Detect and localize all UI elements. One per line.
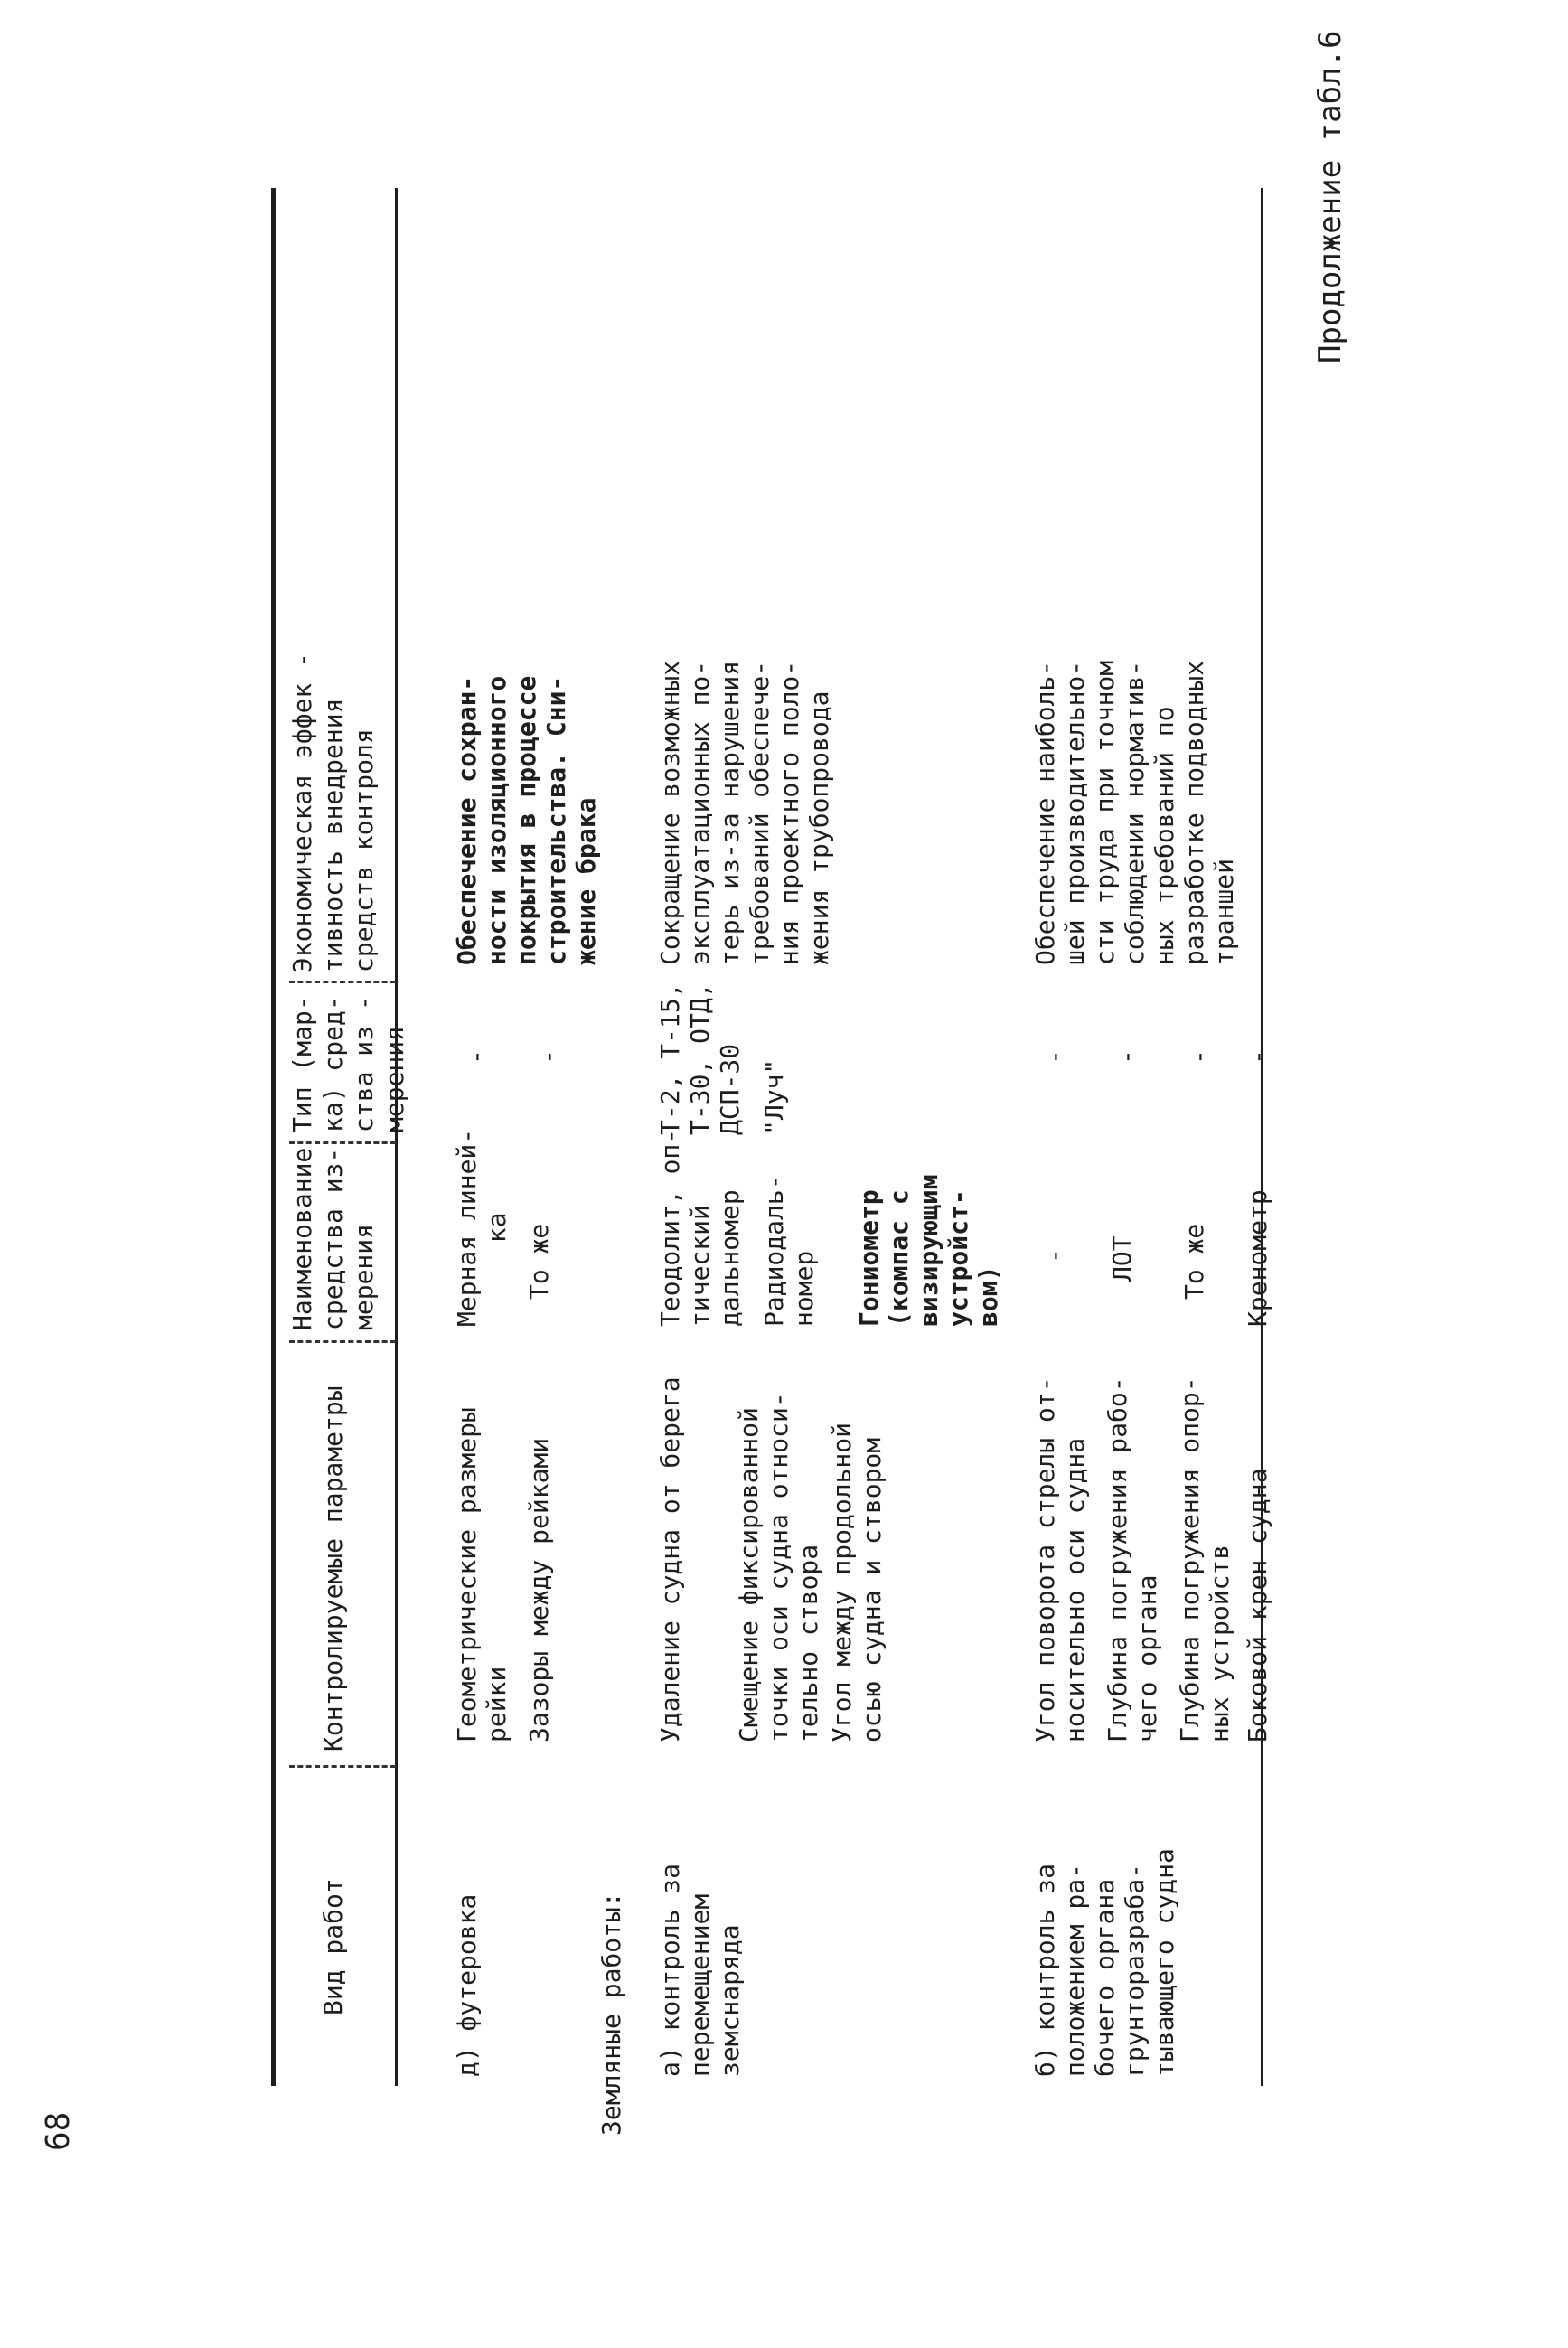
table-header-rule: [395, 188, 398, 2086]
type-cell: -: [461, 1049, 491, 1065]
instrument-cell: То же: [1179, 1223, 1209, 1300]
param-cell: Смещение фиксированной точки оси судна относи- тельно створа: [734, 1392, 823, 1742]
type-cell: -: [1243, 1049, 1272, 1065]
table-top-rule: [271, 188, 276, 2086]
table-caption: Продолжение табл.6: [1312, 30, 1348, 363]
instrument-cell: То же: [524, 1223, 554, 1300]
work-type: д) футеровка: [452, 1893, 482, 2077]
instrument-cell: Гониометр (компас с визирующим устройст- вом): [854, 1174, 1003, 1327]
param-cell: Угол поворота стрелы от- носительно оси судна: [1030, 1376, 1090, 1742]
effect-cell: Обеспечение наиболь- шей производительно- сти труда при точном соблюдении норматив- ных требований по разработке подводных траншей: [1030, 660, 1239, 965]
instrument-cell: ЛОТ: [1107, 1235, 1137, 1282]
column-header-type: Тип (мар- ка) сред- ства из - мерения: [287, 995, 409, 1132]
column-divider: [289, 981, 396, 983]
section-heading: Земляные работы:: [596, 1892, 626, 2136]
column-header-work: Вид работ: [318, 1878, 348, 2015]
type-cell: -: [533, 1049, 563, 1065]
column-divider: [289, 1765, 396, 1768]
effect-cell: Обеспечение сохран- ности изоляционного покрытия в процессе строительства. Сни- жение брака: [452, 675, 601, 965]
type-cell: -: [1039, 1049, 1069, 1065]
instrument-cell: Теодолит, оп- тический дальномер: [655, 1128, 745, 1327]
column-header-instrument: Наименование средства из- мерения: [287, 1147, 379, 1330]
table-bottom-rule: [1261, 188, 1263, 2086]
type-cell: -: [1112, 1049, 1141, 1065]
column-header-effect: Экономическая эффек - тивность внедрения средств контроля: [287, 652, 379, 972]
param-cell: Глубина погружения рабо- чего органа: [1103, 1376, 1162, 1742]
work-type: б) контроль за положением ра- бочего органа грунторазраба- тывающего судна: [1030, 1848, 1179, 2077]
param-cell: Глубина погружения опор- ных устройств: [1175, 1376, 1235, 1742]
page-number: 68: [40, 2111, 77, 2151]
column-header-params: Контролируемые параметры: [318, 1385, 348, 1752]
param-cell: Геометрические размеры рейки: [452, 1407, 512, 1742]
instrument-cell: Мерная линей- ка: [452, 1128, 512, 1327]
param-cell: Боковой крен судна: [1243, 1468, 1272, 1742]
type-cell: Т-2, Т-15, Т-30, ОТД, ДСП-30: [655, 982, 745, 1135]
type-cell: -: [1184, 1049, 1214, 1065]
column-divider: [289, 1340, 396, 1343]
param-cell: Угол между продольной осью судна и створом: [827, 1422, 887, 1742]
effect-cell: Сокращение возможных эксплуатационных по- терь из-за нарушения требований обеспече- ния проектного поло- жения трубопровода: [655, 660, 834, 965]
column-divider: [289, 1141, 396, 1144]
param-cell: Зазоры между рейками: [524, 1437, 554, 1742]
instrument-cell: -: [1039, 1248, 1069, 1263]
param-cell: Удаление судна от берега: [655, 1376, 685, 1742]
instrument-cell: Радиодаль- номер: [759, 1174, 819, 1327]
type-cell: "Луч": [759, 1058, 789, 1135]
work-type: а) контроль за перемещением земснаряда: [655, 1863, 745, 2077]
instrument-cell: Кренометр: [1243, 1189, 1272, 1327]
